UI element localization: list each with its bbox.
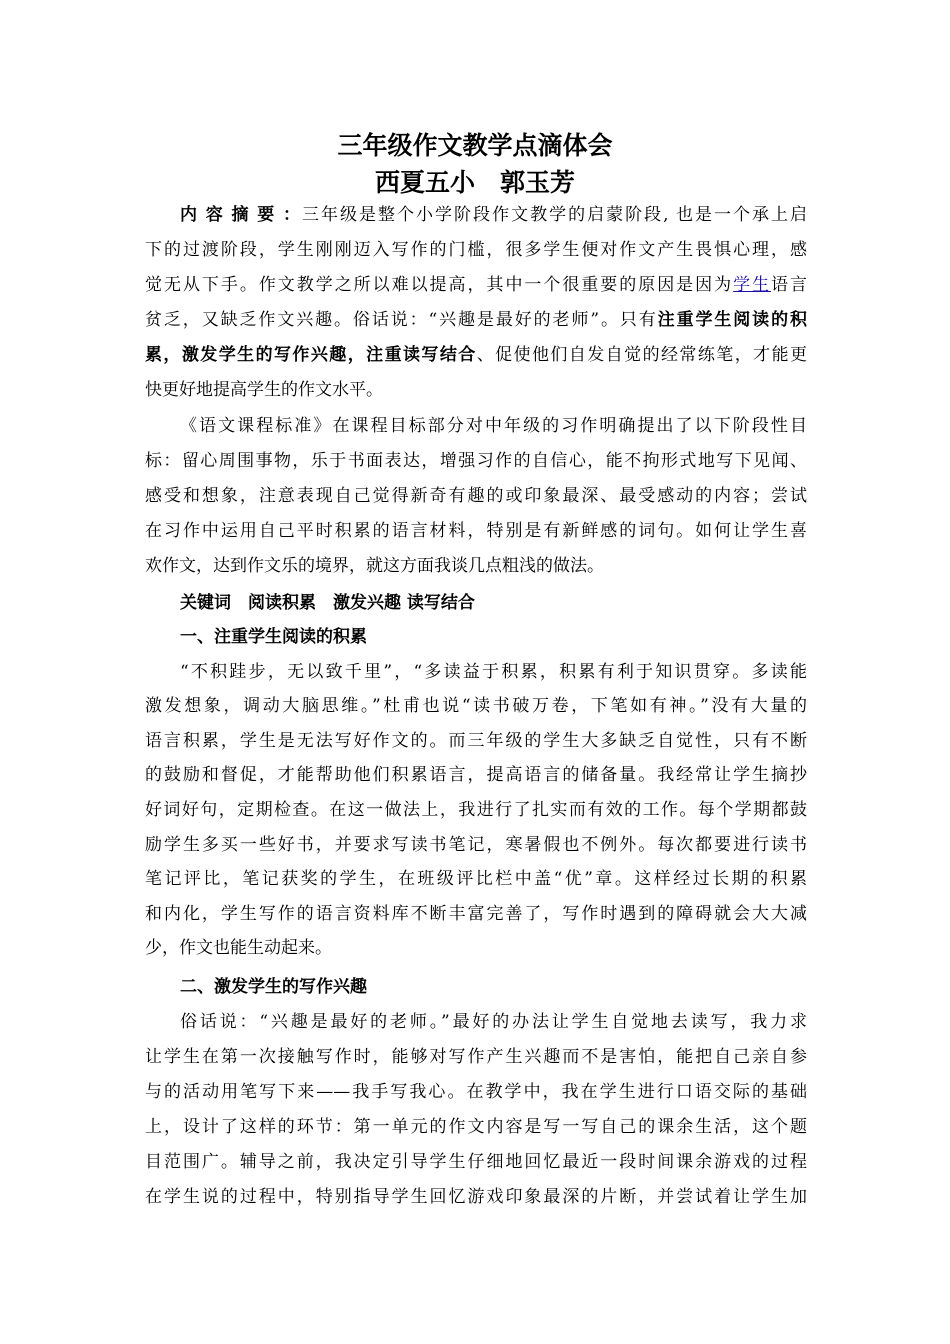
student-link[interactable]: 学生 — [733, 275, 772, 295]
abstract-line-2: 下的过渡阶段，学生刚刚迈入写作的门槛，很多学生便对作文产生畏惧心理，感 — [145, 240, 807, 260]
keywords: 关键词 阅读积累 激发兴趣 读写结合 — [180, 593, 475, 613]
section-2-line-1: 俗话说：“兴趣是最好的老师。”最好的办法让学生自觉地去读写，我力求 — [180, 1012, 807, 1032]
section-1-line-7: 笔记评比，笔记获奖的学生，在班级评比栏中盖“优”章。这样经过长期的积累 — [145, 869, 807, 889]
document-title: 三年级作文教学点滴体会 — [337, 131, 613, 160]
abstract-line-5: 累，激发学生的写作兴趣，注重读写结合、促使他们自发自觉的经常练笔，才能更 — [145, 345, 808, 365]
standard-line-1: 《语文课程标准》在课程目标部分对中年级的习作明确提出了以下阶段性目 — [180, 416, 807, 436]
section-1-heading: 一、注重学生阅读的积累 — [180, 627, 367, 647]
abstract-line-4: 贫乏，又缺乏作文兴趣。俗话说：“兴趣是最好的老师”。只有注重学生阅读的积 — [145, 310, 807, 330]
section-1-line-4: 的鼓励和督促，才能帮助他们积累语言，提高语言的储备量。我经常让学生摘抄 — [145, 765, 807, 785]
section-2-line-4: 上，设计了这样的环节：第一单元的作文内容是写一写自己的课余生活，这个题 — [145, 1117, 807, 1137]
section-2-line-6: 在学生说的过程中，特别指导学生回忆游戏印象最深的片断，并尝试着让学生加 — [145, 1187, 807, 1207]
section-1-line-8: 和内化，学生写作的语言资料库不断丰富完善了，写作时遇到的障碍就会大大减 — [145, 904, 807, 924]
section-1-line-2: 激发想象，调动大脑思维。”杜甫也说“读书破万卷，下笔如有神。”没有大量的 — [145, 696, 807, 716]
section-2-line-3: 与的活动用笔写下来——我手写我心。在教学中，我在学生进行口语交际的基础 — [145, 1082, 807, 1102]
abstract-label: 内容摘要： — [180, 205, 300, 225]
section-1-line-1: “不积跬步，无以致千里”，“多读益于积累，积累有利于知识贯穿。多读能 — [180, 662, 807, 682]
standard-line-4: 在习作中运用自己平时积累的语言材料，特别是有新鲜感的词句。如何让学生喜 — [145, 521, 807, 541]
abstract-line-1: 内容摘要：三年级是整个小学阶段作文教学的启蒙阶段, 也是一个承上启 — [180, 205, 807, 225]
section-1-line-9: 少，作文也能生动起来。 — [145, 938, 332, 958]
section-1-line-3: 语言积累，学生是无法写好作文的。而三年级的学生大多缺乏自觉性，只有不断 — [145, 731, 807, 751]
abstract-line-3: 觉无从下手。作文教学之所以难以提高，其中一个很重要的原因是因为学生语言 — [145, 275, 808, 295]
section-2-line-5: 目范围广。辅导之前，我决定引导学生仔细地回忆最近一段时间课余游戏的过程 — [145, 1152, 807, 1172]
section-2-line-2: 让学生在第一次接触写作时，能够对写作产生兴趣而不是害怕，能把自己亲自参 — [145, 1047, 807, 1067]
section-1-line-6: 励学生多买一些好书，并要求写读书笔记，寒暑假也不例外。每次都要进行读书 — [145, 835, 807, 855]
standard-line-3: 感受和想象，注意表现自己觉得新奇有趣的或印象最深、最受感动的内容；尝试 — [145, 486, 807, 506]
standard-line-2: 标：留心周围事物，乐于书面表达，增强习作的自信心，能不拘形式地写下见闻、 — [145, 451, 807, 471]
standard-line-5: 欢作文，达到作文乐的境界，就这方面我谈几点粗浅的做法。 — [145, 556, 604, 576]
section-1-line-5: 好词好句，定期检查。在这一做法上，我进行了扎实而有效的工作。每个学期都鼓 — [145, 800, 807, 820]
author-line: 西夏五小 郭玉芳 — [374, 168, 575, 197]
abstract-line-6: 快更好地提高学生的作文水平。 — [145, 380, 383, 400]
section-2-heading: 二、激发学生的写作兴趣 — [180, 977, 367, 997]
